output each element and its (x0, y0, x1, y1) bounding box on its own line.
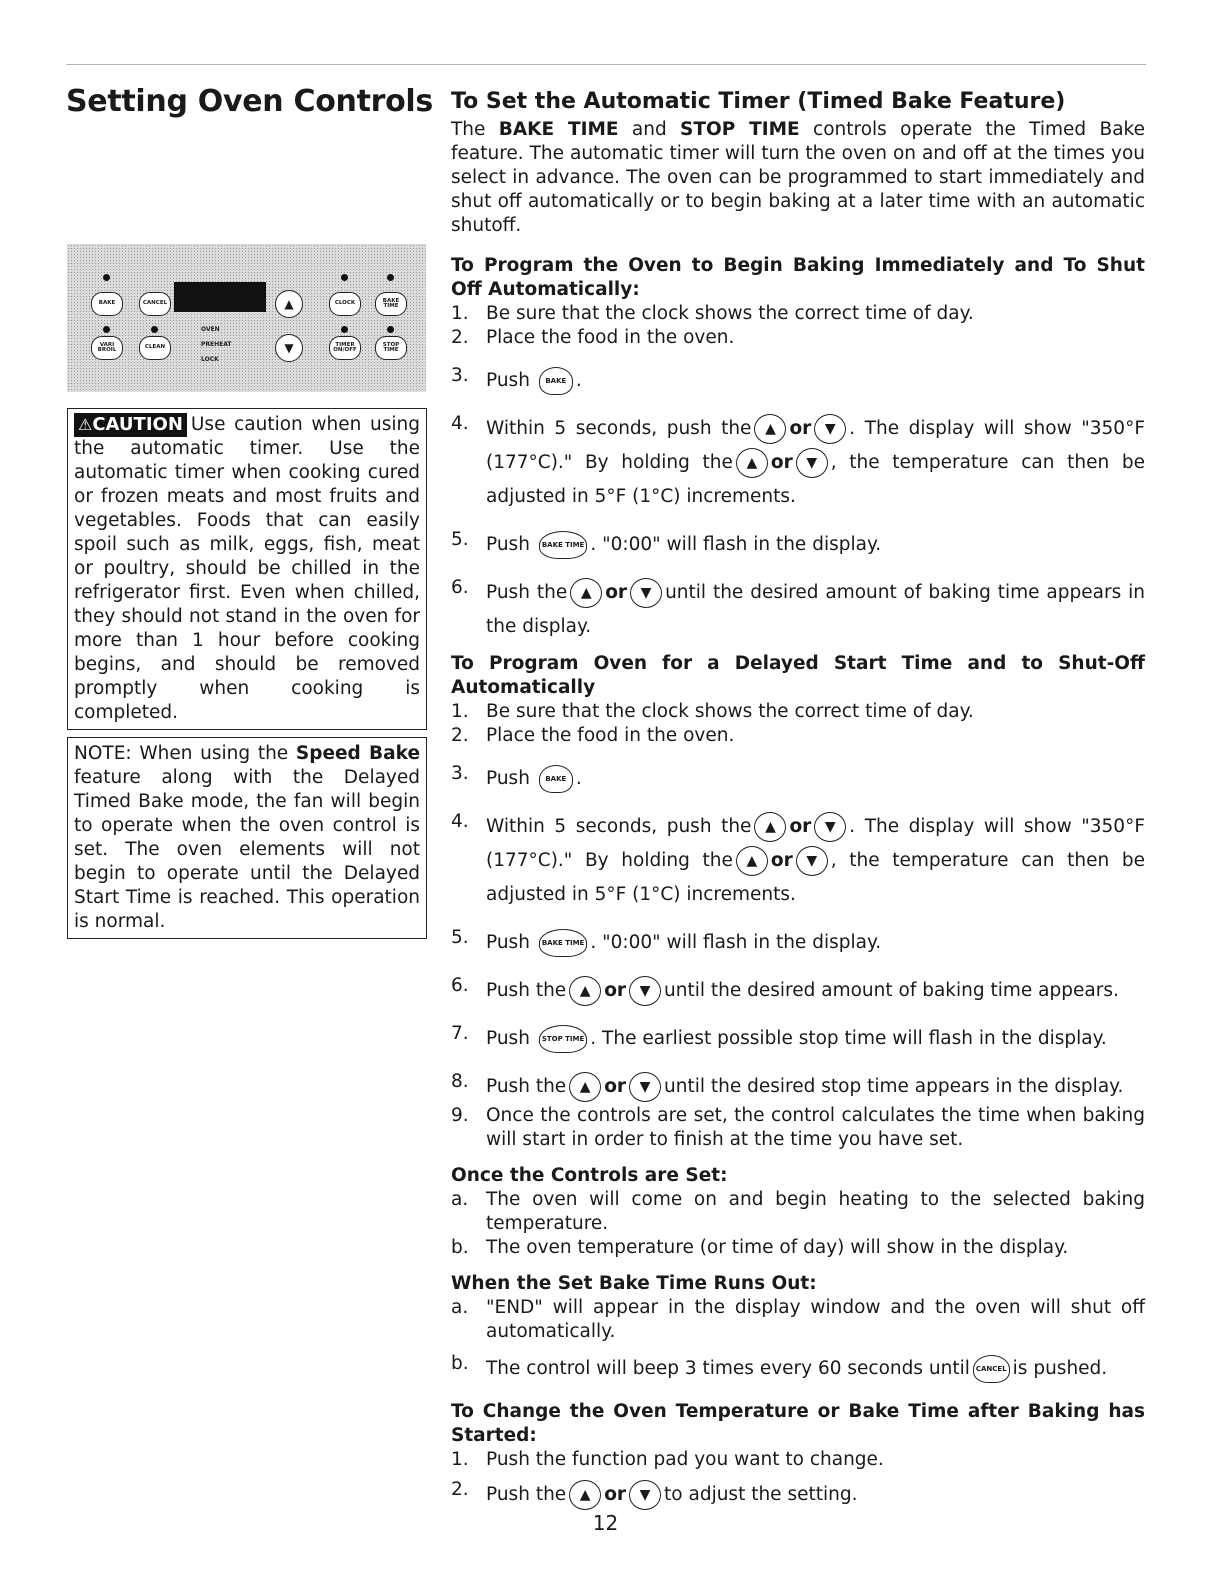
preheat-indicator: PREHEAT (201, 341, 232, 348)
up-arrow-pad: ▲ (275, 290, 303, 318)
cancel-pad: CANCEL (139, 292, 171, 316)
list-item: 6. Push the ▲ or ▼ until the desired amount of baking time appears. (451, 974, 1145, 1008)
note-bold: Speed Bake (295, 743, 420, 764)
list-item: a. "END" will appear in the display window and the oven will shut off automatically. (451, 1297, 1145, 1342)
caution-text: Use caution when using the automatic timer. Use the automatic timer when cooking cured or frozen meats and most fruits and vegetables. Foods that can easily spoil such as milk, eggs, fish, meat or poultry, should be chilled in the refrigerator first. Even when chilled, they should not stand in the oven for more than 1 hour before cooking begins, and should be removed promptly when cooking is completed. (74, 414, 420, 723)
indicator-dot (151, 326, 158, 333)
clock-pad: CLOCK (329, 292, 361, 316)
clean-pad: CLEAN (139, 336, 171, 360)
intro-paragraph: The BAKE TIME and STOP TIME controls operate the Timed Bake feature. The automatic timer will turn the oven on and off at the times you select in advance. The oven can be programmed to start immediately and shut off automatically or to begin baking at a later time with an automatic shutoff. (451, 119, 1145, 236)
stop-time-pad: STOP TIME (375, 336, 407, 360)
list-item: 2. Place the food in the oven. (451, 725, 735, 746)
down-arrow-icon: ▼ (814, 812, 846, 842)
up-arrow-icon: ▲ (754, 812, 786, 842)
subheading-once-set: Once the Controls are Set: (451, 1165, 728, 1186)
down-arrow-icon: ▼ (814, 414, 846, 444)
section-title: To Set the Automatic Timer (Timed Bake Feature) (451, 89, 1066, 114)
down-arrow-icon: ▼ (629, 1480, 661, 1510)
bake-key-icon: BAKE (539, 765, 573, 793)
subheading-delayed: To Program Oven for a Delayed Start Time and to Shut-Off Automatically (451, 653, 1145, 698)
indicator-dot (387, 274, 394, 281)
warning-icon: ⚠ (78, 415, 93, 434)
control-panel-illustration (67, 244, 426, 392)
caution-badge-label: CAUTION (92, 414, 183, 435)
down-arrow-icon: ▼ (796, 448, 828, 478)
list-item: 6. Push the ▲ or ▼ until the desired amount of baking time appears in the display. (451, 577, 1145, 637)
list-item: b. The oven temperature (or time of day) will show in the display. (451, 1237, 1069, 1258)
bake-time-pad: BAKE TIME (375, 292, 407, 316)
indicator-dot (103, 326, 110, 333)
header-rule (66, 64, 1146, 65)
up-arrow-icon: ▲ (569, 1072, 601, 1102)
note-box (67, 737, 427, 939)
list-item: 1. Be sure that the clock shows the correct time of day. (451, 701, 974, 722)
note-text: feature along with the Delayed Timed Bake mode, the fan will begin to operate when the oven control is set. The oven elements will not begin to operate until the Delayed Start Time is reached. This operation is normal. (74, 767, 420, 932)
down-arrow-pad: ▼ (275, 334, 303, 362)
page-number: 12 (592, 1511, 619, 1535)
up-arrow-icon: ▲ (570, 578, 602, 608)
list-item: 3. Push BAKE . (451, 364, 1145, 398)
list-item: 2. Place the food in the oven. (451, 327, 735, 348)
indicator-dot (103, 274, 110, 281)
down-arrow-icon: ▼ (630, 578, 662, 608)
list-item: 1. Push the function pad you want to change. (451, 1449, 884, 1470)
list-item: 2. Push the ▲ or ▼ to adjust the setting. (451, 1478, 1145, 1512)
list-item: 7. Push STOP TIME . The earliest possible stop time will flash in the display. (451, 1022, 1145, 1056)
list-item: 8. Push the ▲ or ▼ until the desired stop time appears in the display. (451, 1070, 1145, 1104)
list-item: 5. Push BAKE TIME . "0:00" will flash in the display. (451, 926, 1145, 960)
main-content (451, 88, 1145, 1512)
panel-display (174, 282, 266, 312)
caution-badge (74, 413, 187, 437)
indicator-dot (341, 326, 348, 333)
up-arrow-icon: ▲ (569, 1480, 601, 1510)
oven-indicator: OVEN (201, 326, 220, 333)
list-item: b. The control will beep 3 times every 60 seconds until CANCEL is pushed. (451, 1352, 1145, 1386)
list-item: 9. Once the controls are set, the control calculates the time when baking will start in order to finish at the time you have set. (451, 1105, 1145, 1150)
list-item: 5. Push BAKE TIME . "0:00" will flash in the display. (451, 528, 1145, 562)
list-item: 4. Within 5 seconds, push the ▲ or ▼ . The display will show "350°F (177°C)." By holding the ▲ or ▼ , the temperature can then be adjusted in 5°F (1°C) increments. (451, 413, 1145, 507)
bake-key-icon: BAKE (539, 367, 573, 395)
cancel-key-icon: CANCEL (973, 1355, 1010, 1383)
note-lead: NOTE: When using the (74, 743, 296, 764)
subheading-runs-out: When the Set Bake Time Runs Out: (451, 1273, 817, 1294)
down-arrow-icon: ▼ (629, 1072, 661, 1102)
list-item: 4. Within 5 seconds, push the ▲ or ▼ . The display will show "350°F (177°C)." By holding the ▲ or ▼ , the temperature can then be adjusted in 5°F (1°C) increments. (451, 811, 1145, 905)
subheading-immediate: To Program the Oven to Begin Baking Immediately and To Shut Off Automatically: (451, 255, 1145, 300)
stop-time-key-icon: STOP TIME (539, 1025, 587, 1053)
list-item: 1. Be sure that the clock shows the correct time of day. (451, 303, 974, 324)
indicator-dot (341, 274, 348, 281)
list-item: 3. Push BAKE . (451, 762, 1145, 796)
up-arrow-icon: ▲ (569, 976, 601, 1006)
bake-time-key-icon: BAKE TIME (539, 929, 588, 957)
up-arrow-icon: ▲ (754, 414, 786, 444)
page-title: Setting Oven Controls (66, 84, 433, 119)
down-arrow-icon: ▼ (796, 846, 828, 876)
timer-on-off-pad: TIMER ON/OFF (329, 336, 361, 360)
list-item: a. The oven will come on and begin heating to the selected baking temperature. (451, 1189, 1145, 1234)
subheading-change: To Change the Oven Temperature or Bake Time after Baking has Started: (451, 1401, 1145, 1446)
bake-time-key-icon: BAKE TIME (539, 531, 588, 559)
down-arrow-icon: ▼ (629, 976, 661, 1006)
bake-pad: BAKE (91, 292, 123, 316)
lock-indicator: LOCK (201, 356, 219, 363)
up-arrow-icon: ▲ (736, 448, 768, 478)
up-arrow-icon: ▲ (736, 846, 768, 876)
vari-broil-pad: VARI BROIL (91, 336, 123, 360)
caution-box (67, 408, 427, 730)
indicator-dot (387, 326, 394, 333)
